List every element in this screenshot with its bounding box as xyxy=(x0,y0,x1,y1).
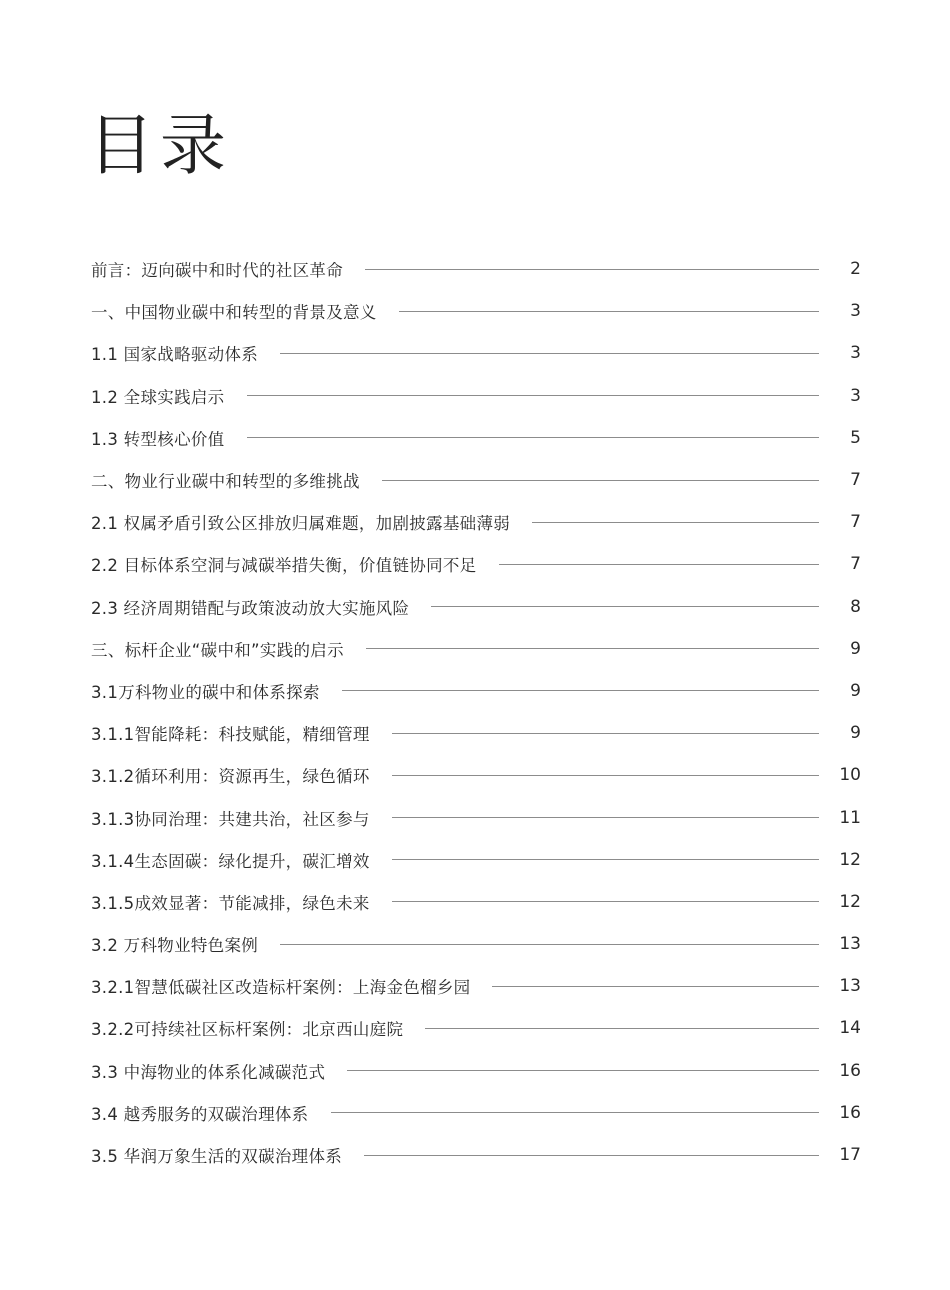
toc-entry-title: 2.1 权属矛盾引致公区排放归属难题，加剧披露基础薄弱 xyxy=(91,514,511,534)
toc-entry-page: 12 xyxy=(839,891,861,912)
leader-line xyxy=(247,437,820,438)
toc-entry-page: 5 xyxy=(850,427,861,448)
leader-line xyxy=(431,606,819,607)
toc-entry[interactable] xyxy=(91,459,861,501)
toc-entry-page: 9 xyxy=(850,680,861,701)
toc-entry[interactable] xyxy=(91,839,861,881)
leader-line xyxy=(392,901,819,902)
toc-entry-page: 16 xyxy=(839,1060,861,1081)
leader-line xyxy=(364,1155,819,1156)
leader-line xyxy=(366,648,819,649)
toc-entry-page: 11 xyxy=(839,807,861,828)
leader-line xyxy=(331,1112,820,1113)
toc-entry-title: 2.3 经济周期错配与政策波动放大实施风险 xyxy=(91,598,410,618)
toc-entry-title: 3.3 中海物业的体系化减碳范式 xyxy=(91,1062,326,1082)
leader-line xyxy=(280,944,819,945)
toc-entry[interactable] xyxy=(91,754,861,796)
toc-entry-page: 12 xyxy=(839,849,861,870)
toc-entry[interactable] xyxy=(91,586,861,628)
toc-entry-page: 8 xyxy=(850,596,861,617)
toc-entry[interactable] xyxy=(91,1007,861,1049)
toc-entry[interactable] xyxy=(91,290,861,332)
toc-entry-title: 3.1.5成效显著：节能减排，绿色未来 xyxy=(91,893,370,913)
toc-entry[interactable] xyxy=(91,796,861,838)
toc-entry-title: 1.1 国家战略驱动体系 xyxy=(91,345,259,365)
toc-entry-page: 14 xyxy=(839,1018,861,1039)
toc-entry-page: 7 xyxy=(850,470,861,491)
leader-line xyxy=(347,1070,819,1071)
toc-entry[interactable] xyxy=(91,670,861,712)
toc-entry-page: 7 xyxy=(850,512,861,533)
toc-entry-title: 3.4 越秀服务的双碳治理体系 xyxy=(91,1104,309,1124)
toc-entry-title: 3.2 万科物业特色案例 xyxy=(91,936,259,956)
toc-entry-page: 13 xyxy=(839,976,861,997)
toc-entry[interactable] xyxy=(91,375,861,417)
table-of-contents xyxy=(91,248,861,1176)
leader-line xyxy=(247,395,820,396)
toc-entry[interactable] xyxy=(91,1134,861,1176)
toc-entry-page: 17 xyxy=(839,1145,861,1166)
leader-line xyxy=(342,690,819,691)
leader-line xyxy=(392,817,819,818)
toc-entry-title: 3.1.1智能降耗：科技赋能，精细管理 xyxy=(91,725,370,745)
toc-entry-title: 1.2 全球实践启示 xyxy=(91,387,225,407)
toc-entry-title: 3.1.3协同治理：共建共治，社区参与 xyxy=(91,809,370,829)
toc-entry[interactable] xyxy=(91,248,861,290)
leader-line xyxy=(392,733,819,734)
toc-entry[interactable] xyxy=(91,543,861,585)
leader-line xyxy=(425,1028,819,1029)
toc-entry[interactable] xyxy=(91,965,861,1007)
toc-entry[interactable] xyxy=(91,628,861,670)
leader-line xyxy=(399,311,819,312)
leader-line xyxy=(382,480,819,481)
toc-entry-title: 前言：迈向碳中和时代的社区革命 xyxy=(91,261,343,281)
toc-entry-page: 3 xyxy=(850,301,861,322)
leader-line xyxy=(280,353,819,354)
toc-entry-title: 一、中国物业碳中和转型的背景及意义 xyxy=(91,303,377,323)
toc-entry-title: 3.1.2循环利用：资源再生，绿色循环 xyxy=(91,767,370,787)
toc-entry-title: 3.2.2可持续社区标杆案例：北京西山庭院 xyxy=(91,1020,404,1040)
toc-entry-page: 3 xyxy=(850,343,861,364)
toc-entry-title: 二、物业行业碳中和转型的多维挑战 xyxy=(91,472,360,492)
toc-entry-page: 9 xyxy=(850,723,861,744)
toc-entry-page: 7 xyxy=(850,554,861,575)
toc-entry-title: 三、标杆企业“碳中和”实践的启示 xyxy=(91,640,344,660)
toc-entry-title: 1.3 转型核心价值 xyxy=(91,429,225,449)
leader-line xyxy=(392,859,819,860)
toc-entry[interactable] xyxy=(91,923,861,965)
toc-entry-page: 2 xyxy=(850,259,861,280)
toc-entry-title: 2.2 目标体系空洞与减碳举措失衡，价值链协同不足 xyxy=(91,556,477,576)
toc-entry-page: 9 xyxy=(850,638,861,659)
toc-entry[interactable] xyxy=(91,712,861,754)
toc-entry-page: 13 xyxy=(839,934,861,955)
toc-entry[interactable] xyxy=(91,501,861,543)
toc-entry-title: 3.5 华润万象生活的双碳治理体系 xyxy=(91,1147,343,1167)
leader-line xyxy=(532,522,819,523)
leader-line xyxy=(392,775,819,776)
page-title: 目录 xyxy=(88,107,232,184)
toc-entry-page: 16 xyxy=(839,1102,861,1123)
toc-entry[interactable] xyxy=(91,1092,861,1134)
toc-entry-page: 3 xyxy=(850,385,861,406)
toc-entry[interactable] xyxy=(91,417,861,459)
leader-line xyxy=(365,269,819,270)
toc-entry[interactable] xyxy=(91,332,861,374)
toc-entry[interactable] xyxy=(91,1050,861,1092)
leader-line xyxy=(492,986,819,987)
toc-entry-title: 3.1.4生态固碳：绿化提升，碳汇增效 xyxy=(91,851,370,871)
toc-entry[interactable] xyxy=(91,881,861,923)
toc-entry-page: 10 xyxy=(839,765,861,786)
toc-entry-title: 3.1万科物业的碳中和体系探索 xyxy=(91,682,320,702)
leader-line xyxy=(499,564,820,565)
toc-entry-title: 3.2.1智慧低碳社区改造标杆案例：上海金色榴乡园 xyxy=(91,978,471,998)
